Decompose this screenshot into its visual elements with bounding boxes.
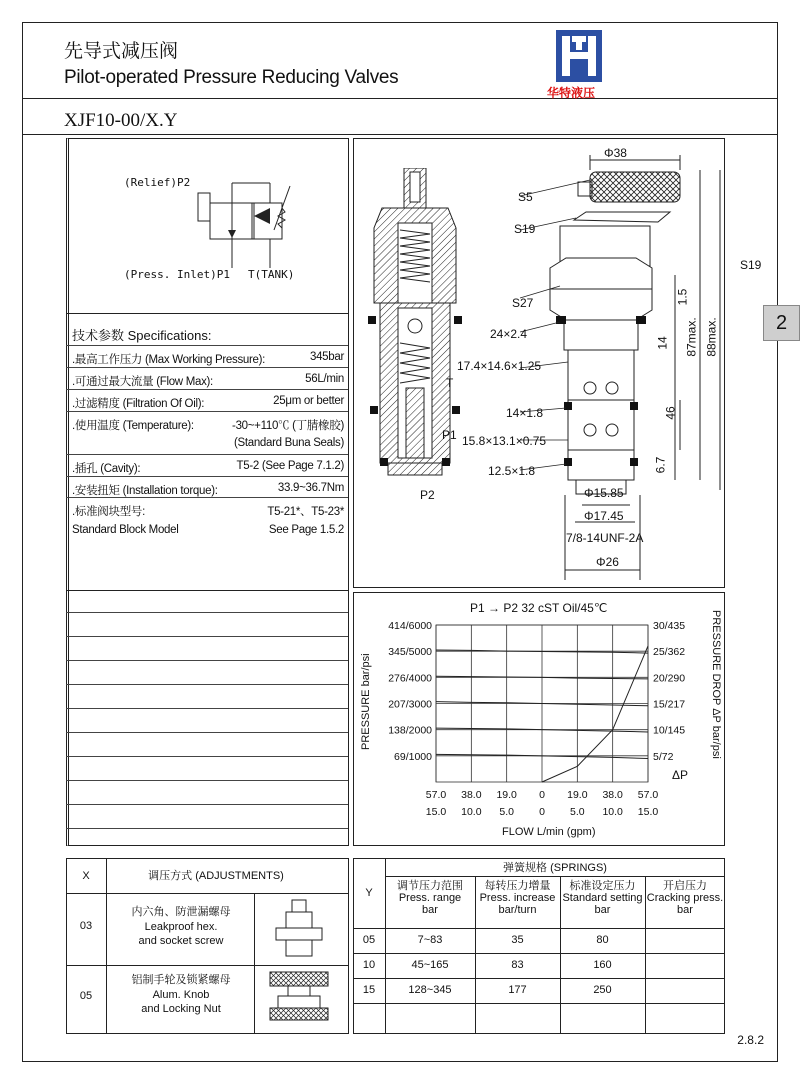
y-right-tick-label: 30/435 (653, 620, 686, 632)
spec-rule (66, 367, 348, 368)
dim-14: 14 (655, 336, 670, 350)
y-left-tick-label: 138/2000 (388, 724, 432, 737)
brand-name: 华特液压 (547, 86, 596, 100)
adj-desc-03-cn: 内六角、防泄漏螺母 (131, 906, 231, 918)
dim-phi26: Φ26 (596, 555, 619, 569)
spec-rule (66, 454, 348, 455)
y-right-tick-label: 5/72 (653, 750, 674, 763)
spr-header-rule (353, 928, 725, 929)
note-rule (66, 708, 348, 709)
y-left-tick-label: 345/5000 (388, 646, 432, 659)
x-tick-label-lpm: 19.0 (496, 789, 517, 801)
dim-phi15: Φ15.85 (584, 486, 624, 500)
dim-thread: 7/8-14UNF-2A (566, 531, 644, 545)
hex-screw-icon (268, 898, 330, 958)
spr-row-inc: 35 (511, 934, 524, 946)
note-rule (66, 780, 348, 781)
dim-s27: S27 (512, 296, 534, 310)
adj-desc-03-en1: Leakproof hex. (144, 921, 218, 933)
hydraulic-symbol (190, 178, 310, 273)
spec-row-block-model: .标准阀块型号: T5-21*、T5-23* (72, 506, 344, 518)
header-divider (22, 98, 778, 99)
delta-p-curve (542, 646, 648, 782)
x-tick-label-gpm: 10.0 (461, 806, 482, 818)
dim-88max: 88max. (704, 317, 719, 357)
spr-head-crack-unit: bar (677, 904, 693, 916)
dim-46: 46 (663, 406, 678, 420)
spr-row-rule (353, 953, 725, 954)
spr-row-std: 160 (593, 959, 612, 971)
dim-phi38: Φ38 (604, 146, 627, 160)
x-tick-label-gpm: 5.0 (499, 806, 514, 818)
spec-rule (66, 389, 348, 390)
chart-y-left-label: PRESSURE bar/psi (360, 653, 372, 750)
valve-cross-section (360, 168, 470, 493)
spr-row-rule (353, 978, 725, 979)
spr-row-range: 45~165 (411, 959, 449, 971)
chart-y-right-label: PRESSURE DROP ΔP bar/psi (710, 610, 722, 759)
y-right-tick-label: 15/217 (653, 698, 686, 711)
dim-s19-knob: S19 (514, 222, 536, 236)
specs-heading: 技术参数 Specifications: (72, 328, 212, 343)
spec-row-flow: .可通过最大流量 (Flow Max): 56L/min (72, 373, 344, 388)
port-p2-label: P2 (420, 488, 435, 502)
note-rule (66, 684, 348, 685)
title-chinese: 先导式减压阀 (64, 41, 179, 62)
dim-oring-12: 12.5×1.8 (488, 464, 536, 478)
alum-knob-icon (266, 968, 332, 1030)
adj-col-rule (106, 858, 107, 1034)
x-tick-label-gpm: 0 (539, 806, 545, 818)
dim-oring-24: 24×2.4 (490, 327, 528, 341)
y-left-tick-label: 207/3000 (388, 698, 432, 711)
spr-head-inc-cn: 每转压力增量 (484, 880, 551, 892)
note-rule (66, 732, 348, 733)
note-rule (66, 756, 348, 757)
spec-row-cavity: .插孔 (Cavity): T5-2 (See Page 7.1.2) (72, 460, 344, 475)
symbol-tank-label: T(TANK) (248, 268, 295, 281)
x-tick-label-lpm: 0 (539, 789, 545, 801)
y-left-tick-label: 276/4000 (388, 672, 432, 685)
x-tick-label-lpm: 38.0 (602, 789, 623, 801)
adj-desc-05-en2: and Locking Nut (141, 1003, 221, 1015)
spr-head-inc-en: Press. increase (479, 892, 556, 904)
spec-row-torque: .安装扭矩 (Installation torque): 33.9~36.7Nm (72, 482, 344, 497)
x-tick-label-lpm: 57.0 (637, 789, 659, 801)
spec-row-block-page: Standard Block Model See Page 1.5.2 (72, 524, 344, 536)
left-panel-split (66, 590, 349, 591)
spr-row-rule (353, 1003, 725, 1004)
x-tick-label-gpm: 15.0 (637, 806, 659, 818)
spec-rule (66, 411, 348, 412)
y-right-tick-label: 10/145 (653, 724, 686, 737)
spr-title: 弹簧规格 (SPRINGS) (503, 862, 607, 874)
symbol-relief-label: (Relief)P2 (124, 176, 191, 189)
spr-row-std: 250 (593, 984, 612, 996)
chapter-tab: 2 (763, 305, 800, 341)
symbol-divider (66, 313, 349, 314)
adj-col-x: X (82, 870, 90, 882)
adj-desc-05-cn: 铝制手轮及锁紧螺母 (131, 974, 231, 986)
y-right-tick-label: 20/290 (653, 672, 686, 685)
x-tick-label-gpm: 5.0 (570, 806, 585, 818)
spr-head-std-unit: bar (594, 904, 611, 916)
spr-row-y: 15 (362, 984, 376, 996)
model-number: XJF10-00/X.Y (64, 110, 178, 131)
y-right-tick-label: 25/362 (653, 646, 686, 659)
chart-x-label: FLOW L/min (gpm) (502, 826, 596, 838)
chart-delta-p-label: ΔP (672, 768, 689, 782)
dim-6-7: 6.7 (653, 456, 668, 474)
x-tick-label-lpm: 57.0 (425, 789, 447, 801)
spr-row-y: 10 (362, 959, 376, 971)
y-left-tick-label: 69/1000 (394, 750, 432, 763)
symbol-inlet-label: (Press. Inlet)P1 (124, 268, 230, 281)
page-number: 2.8.2 (737, 1033, 764, 1047)
port-t-label: T (446, 376, 454, 390)
adj-col-adjust: 调压方式 (ADJUSTMENTS) (148, 870, 284, 882)
note-rule (66, 612, 348, 613)
spr-head-std-en: Standard setting (562, 892, 643, 904)
x-tick-label-lpm: 38.0 (461, 789, 482, 801)
spr-row-inc: 177 (508, 984, 527, 996)
dim-s19-right: S19 (740, 258, 762, 272)
model-divider (22, 134, 778, 135)
spr-head-inc-unit: bar/turn (498, 904, 537, 916)
spec-row-filtration: .过滤精度 (Filtration Of Oil): 25μm or better (72, 395, 344, 410)
spr-head-std-cn: 标准设定压力 (569, 880, 636, 892)
spec-rule (66, 497, 348, 498)
adj-row-rule (66, 965, 349, 966)
dim-ring-17: 17.4×14.6×1.25 (457, 359, 542, 373)
dim-1-5: 1.5 (675, 288, 690, 306)
note-rule (66, 636, 348, 637)
brand-logo (556, 30, 602, 82)
pressure-flow-chart (353, 592, 725, 846)
adj-desc-03-en2: and socket screw (138, 935, 224, 947)
spec-rule (66, 345, 348, 346)
spec-row-temperature: .使用温度 (Temperature): -30~+110℃ (丁腈橡胶) (72, 420, 344, 432)
adj-code-03: 03 (79, 920, 93, 932)
dim-ring-15: 15.8×13.1×0.75 (462, 434, 547, 448)
dim-oring-14: 14×1.8 (506, 406, 544, 420)
spr-head-range-unit: bar (422, 904, 438, 916)
spr-head-range-cn: 调节压力范围 (397, 880, 463, 892)
spr-head-crack-en: Cracking press. (646, 892, 724, 904)
adj-code-05: 05 (79, 990, 93, 1002)
spr-row-range: 7~83 (417, 934, 443, 946)
note-rule (66, 804, 348, 805)
adj-col-rule2 (254, 893, 255, 1034)
spr-head-range-en: Press. range (398, 892, 462, 904)
adj-header-rule (66, 893, 349, 894)
spec-row-max-pressure: .最高工作压力 (Max Working Pressure): 345bar (72, 351, 344, 366)
spr-row-std: 80 (596, 934, 609, 946)
spr-col-y: Y (365, 887, 373, 899)
chart-title: P1 → P2 32 cST Oil/45℃ (470, 601, 608, 615)
spr-title-rule (385, 876, 725, 877)
y-left-tick-label: 414/6000 (388, 620, 432, 632)
spr-head-crack-cn: 开启压力 (663, 880, 707, 892)
x-tick-label-lpm: 19.0 (567, 789, 588, 801)
adj-desc-05-en1: Alum. Knob (152, 989, 210, 1001)
dim-87max: 87max. (684, 317, 699, 357)
spec-row-seals: (Standard Buna Seals) (233, 437, 344, 449)
dim-s5: S5 (518, 190, 533, 204)
spr-row-range: 128~345 (408, 984, 452, 996)
x-tick-label-gpm: 10.0 (602, 806, 623, 818)
spr-row-y: 05 (362, 934, 376, 946)
port-p1-label: P1 (442, 428, 457, 442)
x-tick-label-gpm: 15.0 (425, 806, 447, 818)
dim-phi17: Φ17.45 (584, 509, 624, 523)
note-rule (66, 828, 348, 829)
spr-row-inc: 83 (511, 959, 524, 971)
title-english: Pilot-operated Pressure Reducing Valves (64, 67, 399, 88)
note-rule (66, 660, 348, 661)
spec-rule (66, 476, 348, 477)
